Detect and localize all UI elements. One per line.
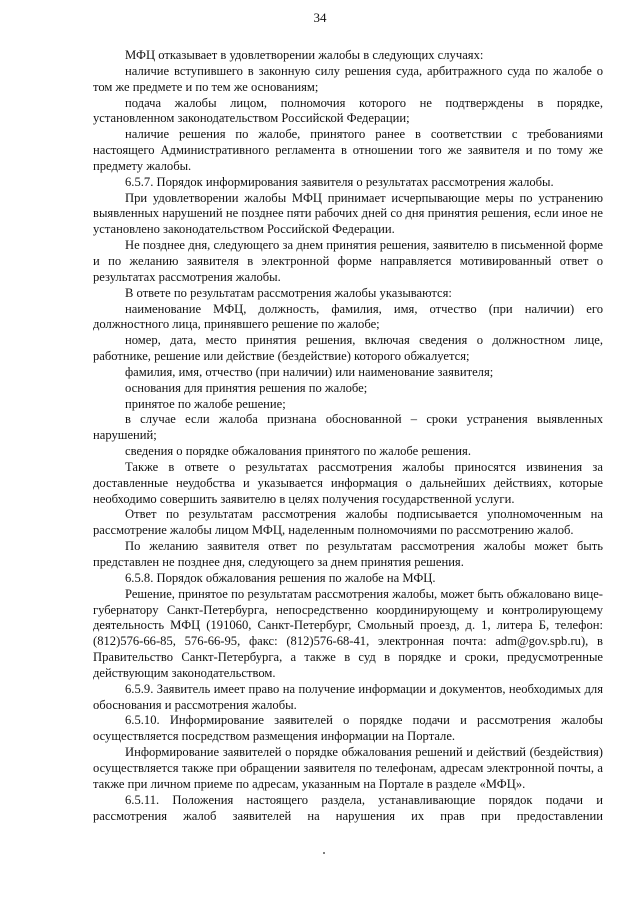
paragraph: наличие решения по жалобе, принятого ранее в соответствии с требованиями настоящего Административного регламента в отношении того же заявителя и по тому же предмету жалобы. <box>93 127 603 173</box>
paragraph: В ответе по результатам рассмотрения жалобы указываются: <box>125 285 452 300</box>
paragraph: 6.5.10. Информирование заявителей о порядке подачи и рассмотрения жалобы осуществляется посредством размещения информации на Портале. <box>93 713 603 744</box>
paragraph: наличие вступившего в законную силу решения суда, арбитражного суда по жалобе о том же предмете и по тем же основаниям; <box>93 63 603 94</box>
section-heading: 6.5.8. Порядок обжалования решения по жалобе на МФЦ. <box>125 570 436 585</box>
paragraph: Ответ по результатам рассмотрения жалобы подписывается уполномоченным на рассмотрение жалобы лицом МФЦ, наделенным полномочиями по рассмотрению жалоб. <box>93 507 603 538</box>
page-number: 34 <box>313 10 327 25</box>
paragraph: в случае если жалоба признана обоснованной – сроки устранения выявленных нарушений; <box>93 412 603 443</box>
scan-speck <box>323 852 325 854</box>
paragraph: сведения о порядке обжалования принятого по жалобе решения. <box>125 444 471 459</box>
paragraph: принятое по жалобе решение; <box>125 396 286 411</box>
paragraph: номер, дата, место принятия решения, включая сведения о должностном лице, работнике, решение или действие (бездействие) которого обжалуется; <box>93 333 603 364</box>
paragraph: 6.5.9. Заявитель имеет право на получение информации и документов, необходимых для обоснования и рассмотрения жалобы. <box>93 681 603 712</box>
paragraph: 6.5.11. Положения настоящего раздела, устанавливающие порядок подачи и рассмотрения жалоб заявителей на нарушения их прав при предоставлении <box>93 792 603 823</box>
paragraph: подача жалобы лицом, полномочия которого не подтверждены в порядке, установленном законодательством Российской Федерации; <box>93 95 603 126</box>
paragraph: Также в ответе о результатах рассмотрения жалобы приносятся извинения за доставленные неудобства и указывается информация о дальнейших действиях, которые необходимо совершить заявителю в целях получения государственной услуги. <box>93 459 603 506</box>
paragraph: При удовлетворении жалобы МФЦ принимает исчерпывающие меры по устранению выявленных нарушений не позднее пяти рабочих дней со дня принятия решения, если иное не установлено законодательством Российской Федерации. <box>93 190 603 237</box>
paragraph: МФЦ отказывает в удовлетворении жалобы в следующих случаях: <box>125 48 484 62</box>
paragraph: наименование МФЦ, должность, фамилия, имя, отчество (при наличии) его должностного лица, принявшего решение по жалобе; <box>93 301 603 332</box>
section-heading: 6.5.7. Порядок информирования заявителя о результатах рассмотрения жалобы. <box>125 174 554 189</box>
paragraph: фамилия, имя, отчество (при наличии) или наименование заявителя; <box>125 364 494 379</box>
paragraph: По желанию заявителя ответ по результатам рассмотрения жалобы может быть представлен не позднее дня, следующего за днем принятия решения. <box>93 539 603 569</box>
paragraph: Не позднее дня, следующего за днем принятия решения, заявителю в письменной форме и по желанию заявителя в электронной форме направляется мотивированный ответ о результатах рассмотрения жалобы. <box>93 238 603 284</box>
paragraph: Решение, принятое по результатам рассмотрения жалобы, может быть обжаловано вице-губернатору Санкт-Петербурга, непосредственно координирующему и контролирующему деятельность МФЦ (191060, Санкт-Петербург, Смольный проезд, д. 1, литера Б, телефон: (812)576-66-85, 576-66-95, факс: (812)576-68-41, электронная почта: adm@gov.spb.ru), в Правительство Санкт-Петербурга, а также в суд в порядке и сроки, предусмотренные действующим законодательством. <box>93 586 603 680</box>
paragraph: основания для принятия решения по жалобе; <box>125 380 368 395</box>
paragraph: Информирование заявителей о порядке обжалования решений и действий (бездействия) осуществляется также при обращении заявителя по телефонам, адресам электронной почты, а также при личном приеме по адресам, указанным на Портале в разделе «МФЦ». <box>93 745 603 791</box>
body-text <box>93 48 603 824</box>
